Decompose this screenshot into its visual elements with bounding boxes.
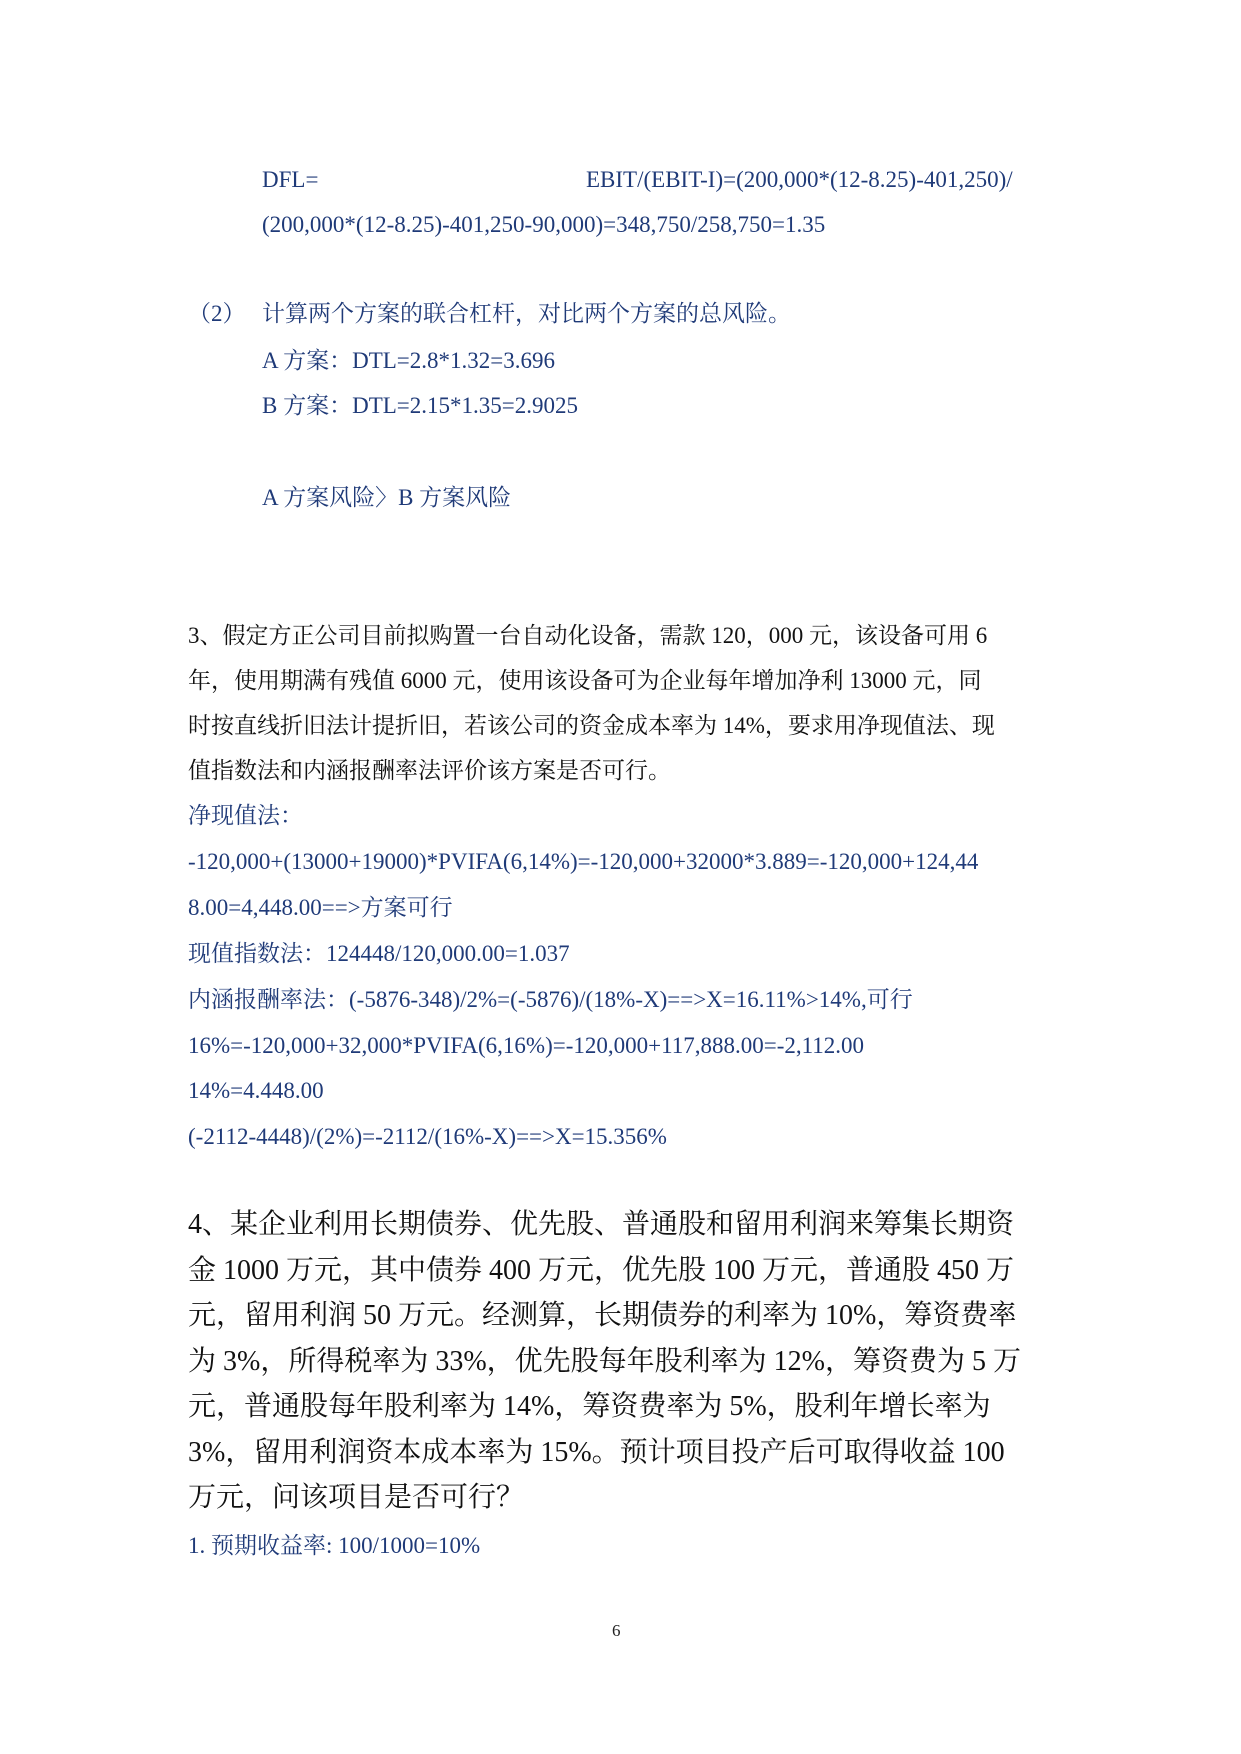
problem3-line: 3、假定方正公司目前拟购置一台自动化设备，需款 120，000 元，该设备可用 6 xyxy=(188,623,988,648)
problem3-answer-line: 现值指数法：124448/120,000.00=1.037 xyxy=(188,941,570,966)
problem3-answer-line: 8.00=4,448.00==>方案可行 xyxy=(188,895,453,920)
dfl-label: DFL= xyxy=(262,167,319,192)
q2-plan-a-dtl: A 方案：DTL=2.8*1.32=3.696 xyxy=(262,348,555,373)
dfl-formula-line1: EBIT/(EBIT-I)=(200,000*(12-8.25)-401,250)/ xyxy=(586,167,1013,192)
problem3-line: 时按直线折旧法计提折旧，若该公司的资金成本率为 14%，要求用净现值法、现 xyxy=(188,713,995,738)
page-number: 6 xyxy=(612,1621,621,1640)
problem3-answer-line: 净现值法： xyxy=(188,803,303,828)
problem4-line: 元，普通股每年股利率为 14%，筹资费率为 5%，股利年增长率为 xyxy=(188,1391,991,1422)
problem3-answer-line: (-2112-4448)/(2%)=-2112/(16%-X)==>X=15.356% xyxy=(188,1124,667,1149)
problem4-line: 为 3%，所得税率为 33%，优先股每年股利率为 12%，筹资费为 5 万 xyxy=(188,1346,1021,1377)
problem4-line: 元，留用利润 50 万元。经测算，长期债券的利率为 10%，筹资费率 xyxy=(188,1300,1017,1331)
problem3-answer-line: 16%=-120,000+32,000*PVIFA(6,16%)=-120,000+117,888.00=-2,112.00 xyxy=(188,1033,865,1058)
problem4-line: 金 1000 万元，其中债券 400 万元，优先股 100 万元，普通股 450 万 xyxy=(188,1255,1015,1286)
problem4-line: 4、某企业利用长期债券、优先股、普通股和留用利润来筹集长期资 xyxy=(188,1209,1015,1240)
problem4-answer-1: 1. 预期收益率: 100/1000=10% xyxy=(188,1533,481,1558)
problem3-answer-line: 内涵报酬率法：(-5876-348)/2%=(-5876)/(18%-X)==>X=16.11%>14%,可行 xyxy=(188,987,913,1012)
problem3-line: 年，使用期满有残值 6000 元，使用该设备可为企业每年增加净利 13000 元，同 xyxy=(188,668,982,693)
problem4-line: 万元，问该项目是否可行？ xyxy=(188,1482,525,1513)
problem3-answer-line: -120,000+(13000+19000)*PVIFA(6,14%)=-120,000+32000*3.889=-120,000+124,44 xyxy=(188,849,979,874)
q2-risk-conclusion: A 方案风险〉B 方案风险 xyxy=(262,485,512,510)
q2-question: 计算两个方案的联合杠杆，对比两个方案的总风险。 xyxy=(262,301,791,326)
problem3-answer-line: 14%=4.448.00 xyxy=(188,1078,324,1103)
q2-plan-b-dtl: B 方案：DTL=2.15*1.35=2.9025 xyxy=(262,393,578,418)
dfl-formula-line2: (200,000*(12-8.25)-401,250-90,000)=348,750/258,750=1.35 xyxy=(262,212,826,237)
problem4-line: 3%，留用利润资本成本率为 15%。预计项目投产后可取得收益 100 xyxy=(188,1437,1005,1468)
q2-number: （2） xyxy=(188,301,246,326)
problem3-line: 值指数法和内涵报酬率法评价该方案是否可行。 xyxy=(188,758,671,783)
